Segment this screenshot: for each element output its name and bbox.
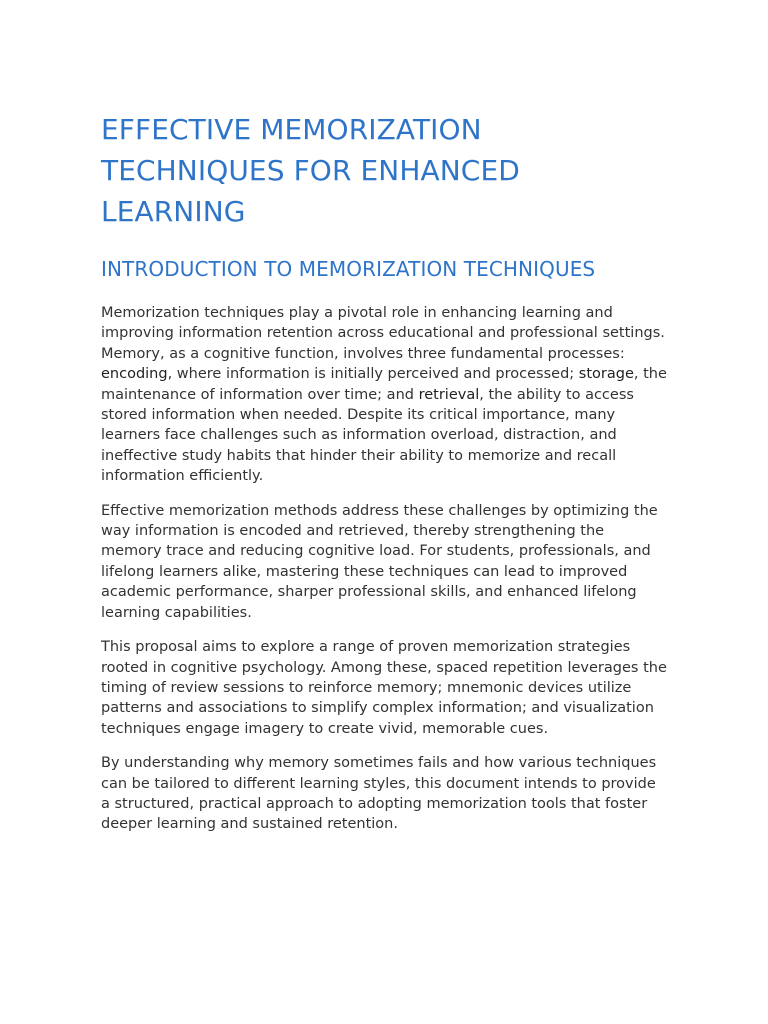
paragraph-text: Memorization techniques play a pivotal role in enhancing learning and improving information retention across educational and professional settings. Memory, as a cognitive function, involves three fundamental processes: [101, 305, 665, 362]
paragraph-text: , the ability to access stored information when needed. Despite its critical importance, many learners face challenges such as information overload, distraction, and ineffective study habits that hinder their ability to memorize and recall information efficiently. [101, 386, 634, 485]
term-storage: storage [578, 366, 634, 383]
paragraph-proposal-aims: This proposal aims to explore a range of proven memorization strategies rooted in cognitive psychology. Among these, spaced repetition leverages the timing of review sessions to reinforce memory; mnemonic devices utilize patterns and associations to simplify complex information; and visualization techniques engage imagery to create vivid, memorable cues. [101, 639, 667, 737]
paragraph-text: , the maintenance of information over time; and [101, 366, 667, 403]
paragraph-text: , where information is initially perceived and processed; [167, 366, 579, 383]
document-title: EFFECTIVE MEMORIZATION TECHNIQUES FOR ENHANCED LEARNING [101, 113, 520, 228]
paragraph-memory-processes [101, 303, 668, 487]
term-encoding: encoding [101, 366, 168, 383]
paragraph-effective-methods: Effective memorization methods address these challenges by optimizing the way information is encoded and retrieved, thereby strengthening the memory trace and reducing cognitive load. For students, professionals, and lifelong learners alike, mastering these techniques can lead to improved academic performance, sharper professional skills, and enhanced lifelong learning capabilities. [101, 502, 658, 621]
term-retrieval: retrieval [418, 386, 480, 403]
paragraph-understanding-memory: By understanding why memory sometimes fails and how various techniques can be tailored to different learning styles, this document intends to provide a structured, practical approach to adopting memorization tools that foster deeper learning and sustained retention. [101, 755, 657, 833]
section-heading-introduction: INTRODUCTION TO MEMORIZATION TECHNIQUES [101, 257, 596, 281]
